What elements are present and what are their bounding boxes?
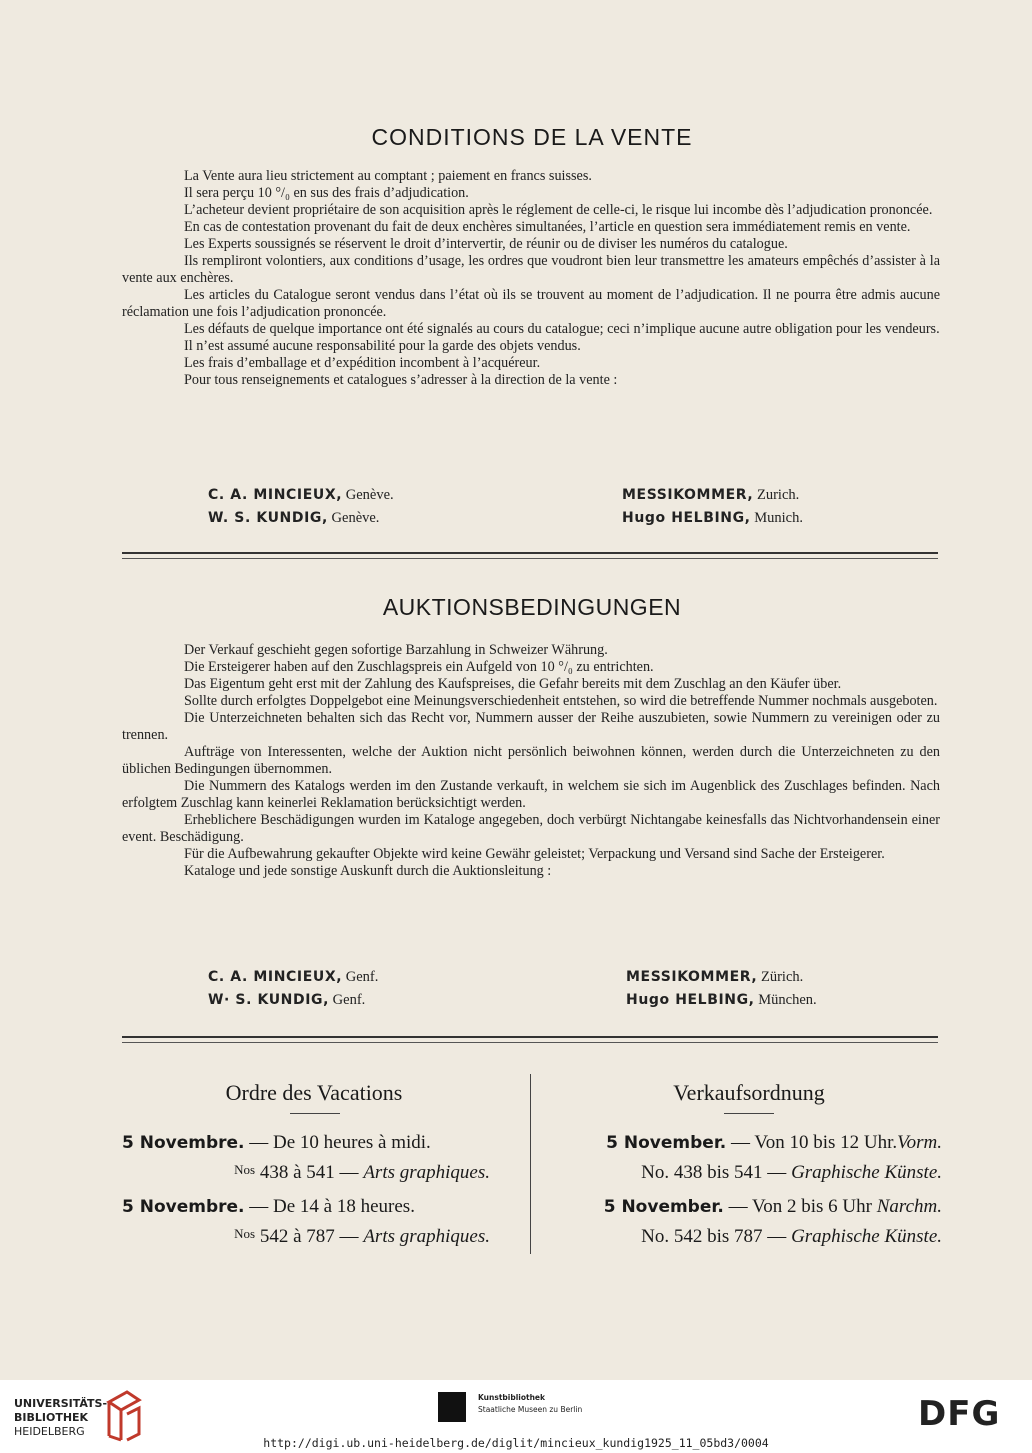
contact-mincieux-de [208, 969, 378, 986]
contact-name: MESSIKOMMER, [622, 487, 754, 503]
nos-label: Nos [234, 1226, 256, 1241]
column-divider [530, 1074, 531, 1254]
auktion-title: AUKTIONSBEDINGUNGEN [382, 594, 682, 620]
ub-logo-line: BIBLIOTHEK [14, 1411, 89, 1424]
divider-rule [122, 558, 938, 559]
title-underline [290, 1113, 340, 1114]
divider-rule [122, 1042, 938, 1043]
vacation-date: 5 Novembre. [122, 1197, 245, 1217]
vacation-de-lots-2 [548, 1226, 942, 1248]
paragraph: Der Verkauf geschieht gegen sofortige Barzahlung in Schweizer Währung. [184, 642, 608, 658]
page-url[interactable]: http://digi.ub.uni-heidelberg.de/diglit/mincieux_kundig1925_11_05bd3/0004 [263, 1436, 769, 1450]
ub-heidelberg-mark-icon [105, 1390, 145, 1442]
vacation-de-date-1 [548, 1132, 942, 1154]
contact-place: Genève. [345, 487, 394, 503]
lot-range: 542 à 787 — [255, 1226, 364, 1247]
kb-line: Staatliche Museen zu Berlin [478, 1405, 583, 1414]
contact-place: Genève. [331, 510, 380, 526]
contact-name: Hugo HELBING, [622, 510, 751, 526]
vacation-time: — De 10 heures à midi. [244, 1132, 431, 1153]
vacation-date: 5 November. [603, 1197, 724, 1217]
paragraph: Ils rempliront volontiers, aux conditions d’usage, les ordres que voudront bien leur transmettre les amateurs empêchés d’assister à la vente aux enchères. [122, 253, 940, 286]
contact-name: MESSIKOMMER, [626, 969, 758, 985]
dfg-logo[interactable]: DFG [918, 1394, 1001, 1434]
contact-name: W· S. KUNDIG, [208, 992, 330, 1008]
vacation-time: — De 14 à 18 heures. [244, 1196, 415, 1217]
paragraph: Il n’est assumé aucune responsabilité pour la garde des objets vendus. [184, 338, 581, 354]
vacation-suffix: Narchm. [876, 1196, 942, 1217]
paragraph: Aufträge von Interessenten, welche der Auktion nicht persönlich beiwohnen können, werden durch die Unterzeichneten zu den üblichen Bedingungen übernommen. [122, 744, 940, 777]
vacation-de-date-2 [548, 1196, 942, 1218]
paragraph: Les Experts soussignés se réservent le droit d’intervertir, de réunir ou de diviser les numéros du catalogue. [184, 236, 788, 252]
contact-kundig-fr [208, 510, 379, 527]
ub-logo-line: UNIVERSITÄTS- [14, 1397, 108, 1410]
contact-place: Genf. [332, 992, 366, 1008]
contact-messikommer-fr [622, 487, 799, 504]
lot-subject: Arts graphiques. [363, 1226, 490, 1247]
contact-place: Zürich. [760, 969, 804, 985]
paragraph: Die Unterzeichneten behalten sich das Recht vor, Nummern ausser der Reihe auszubieten, sowie Nummern zu vereinigen oder zu trennen. [122, 710, 940, 743]
contact-place: München. [758, 992, 817, 1008]
ub-logo-line: HEIDELBERG [14, 1425, 85, 1438]
paragraph: Il sera perçu 10 °/₀ en sus des frais d’adjudication. [184, 185, 469, 201]
paragraph: Les défauts de quelque importance ont été signalés au cours du catalogue; ceci n’implique aucune autre obligation pour les vendeurs. [184, 321, 940, 337]
auktion-body [122, 642, 940, 880]
paragraph: Erheblichere Beschädigungen wurden im Kataloge angegeben, doch verbürgt Nichtangabe keinesfalls das Nichtvorhandensein einer event. Beschädigung. [122, 812, 940, 845]
kb-line: Kunstbibliothek [478, 1393, 546, 1402]
paragraph: Das Eigentum geht erst mit der Zahlung des Kaufspreises, die Gefahr bereits mit dem Zuschlag an den Käufer über. [184, 676, 842, 692]
divider-rule [122, 1036, 938, 1038]
paragraph: Die Nummern des Katalogs werden im den Zustande verkauft, in welchem sie sich im Augenblick des Zuschlages befinden. Nach erfolgtem Zuschlag kann keinerlei Reklamation berücksichtigt werden. [122, 778, 940, 811]
contact-name: C. A. MINCIEUX, [208, 487, 343, 503]
vacation-time: — Von 10 bis 12 Uhr. [726, 1132, 898, 1153]
vacation-fr-lots-2 [122, 1226, 490, 1248]
vacation-de-lots-1 [548, 1162, 942, 1184]
lot-range: No. 542 bis 787 — [641, 1226, 792, 1247]
vacations-title-de: Verkaufsordnung [673, 1080, 825, 1105]
kunstbibliothek-label [478, 1392, 582, 1416]
vacation-fr-date-1 [122, 1132, 502, 1154]
lot-range: 438 à 541 — [255, 1162, 364, 1183]
contact-place: Zurich. [756, 487, 800, 503]
vacation-suffix: Vorm. [897, 1132, 942, 1153]
nos-label: Nos [234, 1162, 256, 1177]
vacation-time: — Von 2 bis 6 Uhr [723, 1196, 877, 1217]
contact-place: Munich. [754, 510, 803, 526]
paragraph: Sollte durch erfolgtes Doppelgebot eine Meinungsverschiedenheit entstehen, so wird die betreffende Nummer nochmals ausgeboten. [184, 693, 938, 709]
paragraph: Pour tous renseignements et catalogues s’adresser à la direction de la vente : [184, 372, 618, 388]
paragraph: Die Ersteigerer haben auf den Zuschlagspreis ein Aufgeld von 10 °/₀ zu entrichten. [184, 659, 654, 675]
divider-rule [122, 552, 938, 554]
vacation-fr-lots-1 [122, 1162, 490, 1184]
contact-name: C. A. MINCIEUX, [208, 969, 343, 985]
paragraph: Les frais d’emballage et d’expédition incombent à l’acquéreur. [184, 355, 541, 371]
paragraph: En cas de contestation provenant du fait de deux enchères simultanées, l’article en question sera immédiatement remis en vente. [184, 219, 911, 235]
vacations-title-fr: Ordre des Vacations [225, 1080, 403, 1105]
ub-heidelberg-logo[interactable] [14, 1397, 107, 1439]
paragraph: Les articles du Catalogue seront vendus dans l’état où ils se trouvent au moment de l’adjudication. Il ne pourra être admis aucune réclamation une fois l’adjudication prononcée. [122, 287, 940, 320]
contact-mincieux-fr [208, 487, 394, 504]
conditions-body [122, 168, 940, 389]
lot-range: No. 438 bis 541 — [641, 1162, 792, 1183]
contact-helbing-de [626, 992, 817, 1009]
title-underline [724, 1113, 774, 1114]
contact-name: W. S. KUNDIG, [208, 510, 328, 526]
paragraph: Kataloge und jede sonstige Auskunft durch die Auktionsleitung : [184, 863, 552, 879]
vacation-date: 5 November. [606, 1133, 727, 1153]
contact-kundig-de [208, 992, 365, 1009]
conditions-title: CONDITIONS DE LA VENTE [371, 124, 693, 150]
lot-subject: Arts graphiques. [363, 1162, 490, 1183]
contact-name: Hugo HELBING, [626, 992, 755, 1008]
lot-subject: Graphische Künste. [791, 1162, 942, 1183]
contact-helbing-fr [622, 510, 803, 527]
vacation-fr-date-2 [122, 1196, 502, 1218]
contact-place: Genf. [345, 969, 379, 985]
vacation-date: 5 Novembre. [122, 1133, 245, 1153]
kunstbibliothek-logo-icon[interactable] [438, 1392, 466, 1422]
paragraph: L’acheteur devient propriétaire de son acquisition après le réglement de celle-ci, le risque lui incombe dès l’adjudication prononcée. [184, 202, 933, 218]
paragraph: La Vente aura lieu strictement au comptant ; paiement en francs suisses. [184, 168, 592, 184]
paragraph: Für die Aufbewahrung gekaufter Objekte wird keine Gewähr geleistet; Verpackung und Versand sind Sache der Ersteigerer. [184, 846, 885, 862]
lot-subject: Graphische Künste. [791, 1226, 942, 1247]
contact-messikommer-de [626, 969, 803, 986]
